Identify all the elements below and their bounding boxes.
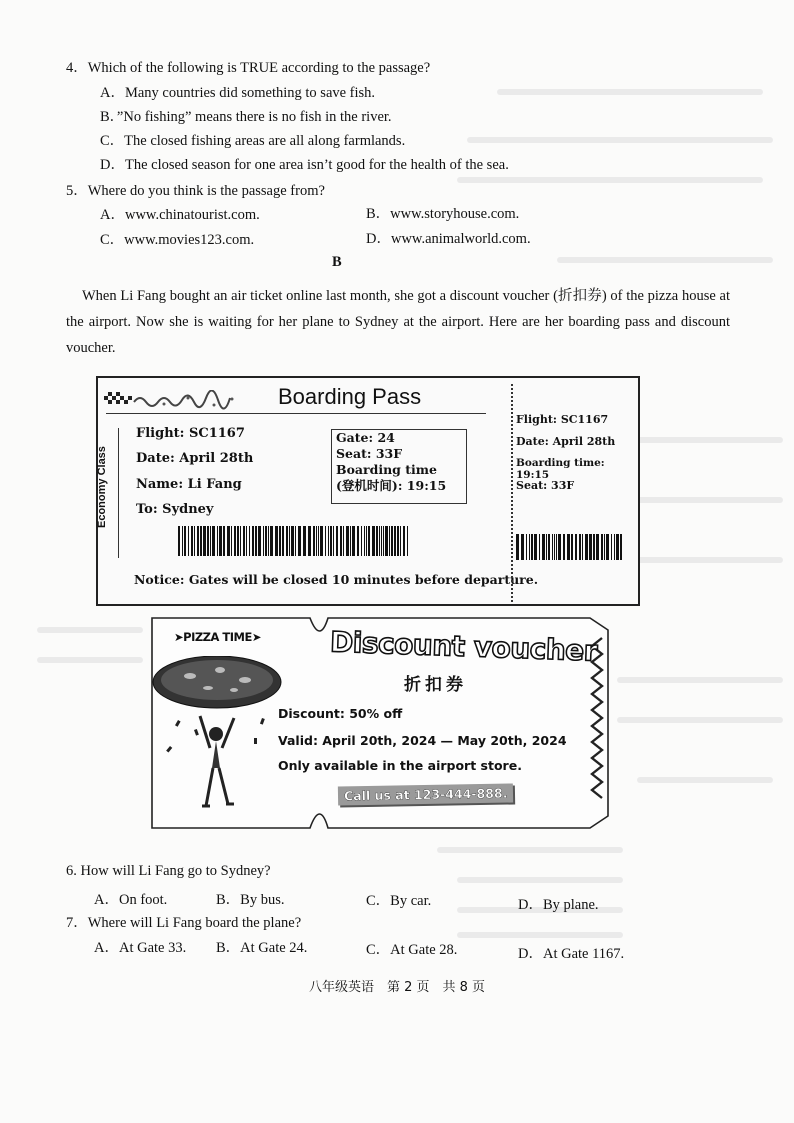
boarding-time-value: (登机时间): 19:15	[336, 478, 447, 493]
stub-date: Date: April 28th	[516, 435, 616, 448]
q7-option-c[interactable]: C．At Gate 28.	[366, 942, 458, 958]
discount-text: Discount: 50% off	[278, 706, 403, 721]
stub-boarding-time: Boarding time: 19:15	[516, 457, 605, 481]
valid-period-text: Valid: April 20th, 2024 — May 20th, 2024	[278, 733, 567, 748]
passage-b: When Li Fang bought an air ticket online last month, she got a discount voucher (折扣券) of the pizza house at the airport. Now she is waiting for her plane to Sydney at the airport. Here are her boarding pass and discount voucher.	[66, 288, 730, 356]
q5-option-a[interactable]: A．www.chinatourist.com.	[100, 207, 260, 223]
discount-voucher	[150, 616, 620, 830]
q6-option-c[interactable]: C．By car.	[366, 893, 432, 909]
question-7-stem: 7．Where will Li Fang board the plane?	[66, 915, 302, 931]
question-5-stem: 5．Where do you think is the passage from?	[66, 183, 325, 199]
stub-flight: Flight: SC1167	[516, 413, 609, 426]
seat-field: Seat: 33F	[336, 446, 403, 461]
question-4-stem: 4．Which of the following is TRUE according to the passage?	[66, 60, 431, 76]
airline-logo-icon	[104, 390, 242, 410]
destination-field: To: Sydney	[136, 502, 214, 517]
name-field: Name: Li Fang	[136, 477, 242, 492]
boarding-pass-title: Boarding Pass	[278, 384, 422, 409]
q4-option-c[interactable]: C．The closed fishing areas are all along farmlands.	[100, 133, 406, 149]
boarding-pass	[96, 376, 640, 606]
q6-option-d[interactable]: D．By plane.	[518, 897, 599, 913]
section-label: B	[332, 254, 342, 270]
call-badge: Call us at 123-444-888.	[338, 783, 514, 805]
question-6-stem: 6. How will Li Fang go to Sydney?	[66, 863, 271, 879]
q7-option-b[interactable]: B．At Gate 24.	[216, 940, 308, 956]
page-footer: 八年级英语 第 2 页 共 8 页	[308, 980, 486, 995]
stub-seat: Seat: 33F	[516, 479, 575, 492]
gate-info-box	[331, 429, 467, 504]
q6-option-a[interactable]: A．On foot.	[94, 892, 168, 908]
q4-option-a[interactable]: A．Many countries did something to save fish.	[100, 85, 376, 101]
flight-field: Flight: SC1167	[136, 426, 245, 441]
perforation-line	[511, 384, 513, 602]
boarding-time-label: Boarding time	[336, 462, 437, 477]
q5-option-d[interactable]: D．www.animalworld.com.	[366, 231, 531, 247]
gate-field: Gate: 24	[336, 430, 395, 445]
availability-text: Only available in the airport store.	[278, 758, 522, 773]
notice-text: Notice: Gates will be closed 10 minutes before departure.	[134, 572, 539, 587]
class-divider	[118, 428, 119, 558]
header-divider	[106, 413, 486, 414]
barcode-icon	[178, 526, 408, 556]
q6-option-b[interactable]: B．By bus.	[216, 892, 285, 908]
q7-option-d[interactable]: D．At Gate 1167.	[518, 946, 625, 962]
date-field: Date: April 28th	[136, 451, 254, 466]
pizza-chef-icon	[150, 656, 284, 816]
q5-option-b[interactable]: B．www.storyhouse.com.	[366, 206, 520, 222]
voucher-title-cn: 折扣券	[404, 675, 467, 695]
q7-option-a[interactable]: A．At Gate 33.	[94, 940, 187, 956]
voucher-title: Discount voucher	[329, 625, 598, 668]
q4-option-d[interactable]: D．The closed season for one area isn’t good for the health of the sea.	[100, 157, 509, 173]
class-label: Economy Class	[96, 446, 108, 528]
q5-option-c[interactable]: C．www.movies123.com.	[100, 232, 255, 248]
stub-barcode-icon	[516, 534, 622, 560]
q4-option-b[interactable]: B．”No fishing” means there is no fish in the river.	[100, 109, 392, 125]
pizza-brand: ➤PIZZA TIME➤	[174, 630, 261, 644]
